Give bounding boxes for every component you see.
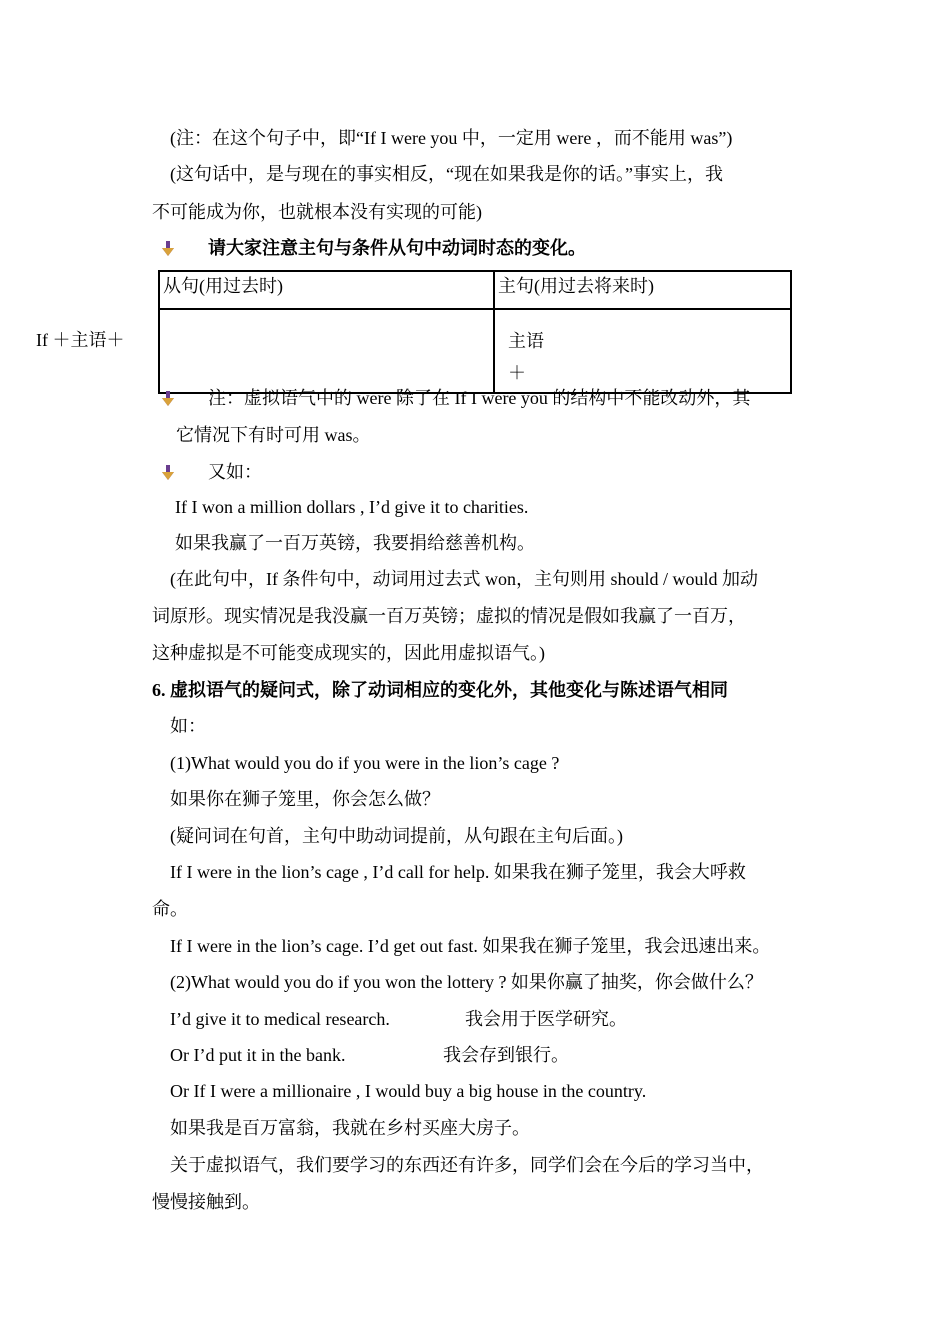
tense-table [158,270,792,394]
answer2b-chinese: 我会存到银行。 [443,1045,569,1065]
bullet-arrow-icon [161,465,175,481]
note-contrary-fact-line2: 不可能成为你，也就根本没有实现的可能) [152,202,482,222]
answer2b-english: Or I’d put it in the bank. [170,1045,346,1065]
answer1a-line2: 命。 [152,899,188,919]
closing-line1: 关于虚拟语气，我们要学习的东西还有许多，同学们会在今后的学习当中， [170,1155,764,1175]
note-were-usage: (注：在这个句子中，即“If I were you 中，一定用 were ，而不能用 was”) [170,128,733,148]
question2: (2)What would you do if you won the lottery ? 如果你赢了抽奖，你会做什么？ [170,972,763,992]
answer2c-english: Or If I were a millionaire , I would buy a big house in the country. [170,1081,647,1101]
table-row-label: If ＋主语＋ [36,330,125,350]
question1-english: (1)What would you do if you were in the lion’s cage ? [170,753,560,773]
table-main-subject: 主语 [508,331,544,351]
example1-note-line2: 词原形。现实情况是我没赢一百万英镑；虚拟的情况是假如我赢了一百万， [152,606,746,626]
answer1a-line1: If I were in the lion’s cage , I’d call for help. 如果我在狮子笼里，我会大呼救 [170,862,746,882]
bullet-arrow-icon [161,241,175,257]
example1-chinese: 如果我赢了一百万英镑，我要捐给慈善机构。 [175,533,535,553]
tense-change-heading: 请大家注意主句与条件从句中动词时态的变化。 [208,238,586,258]
table-cell-main [494,309,791,393]
question1-note: (疑问词在句首，主句中助动词提前，从句跟在主句后面。) [170,826,623,846]
answer2a-english: I’d give it to medical research. [170,1009,390,1029]
note-contrary-fact-line1: (这句话中，是与现在的事实相反，“现在如果我是你的话。”事实上，我 [170,164,723,184]
question1-chinese: 如果你在狮子笼里，你会怎么做？ [170,789,440,809]
note-were-was-line1: 注：虚拟语气中的 were 除了在 If I were you 的结构中不能改动外，其 [208,388,751,408]
table-cell-clause [159,309,494,393]
answer2c-chinese: 如果我是百万富翁，我就在乡村买座大房子。 [170,1118,530,1138]
closing-line2: 慢慢接触到。 [152,1192,260,1212]
example1-note-line3: 这种虚拟是不可能变成现实的，因此用虚拟语气。) [152,643,545,663]
such-as-label: 如： [170,716,206,736]
section-6-heading: 6. 虚拟语气的疑问式，除了动词相应的变化外，其他变化与陈述语气相同 [152,680,728,700]
example1-english: If I won a million dollars , I’d give it to charities. [175,497,529,517]
table-header-clause: 从句(用过去时) [159,271,494,309]
answer2a-chinese: 我会用于医学研究。 [465,1009,627,1029]
table-header-main: 主句(用过去将来时) [494,271,791,309]
example1-note-line1: (在此句中，If 条件句中，动词用过去式 won，主句则用 should / would 加动 [170,569,758,589]
table-main-plus: ＋ [508,363,526,383]
again-label: 又如： [208,462,262,482]
bullet-arrow-icon [161,391,175,407]
note-were-was-line2: 它情况下有时可用 was。 [176,425,371,445]
answer1b: If I were in the lion’s cage. I’d get out fast. 如果我在狮子笼里，我会迅速出来。 [170,936,771,956]
